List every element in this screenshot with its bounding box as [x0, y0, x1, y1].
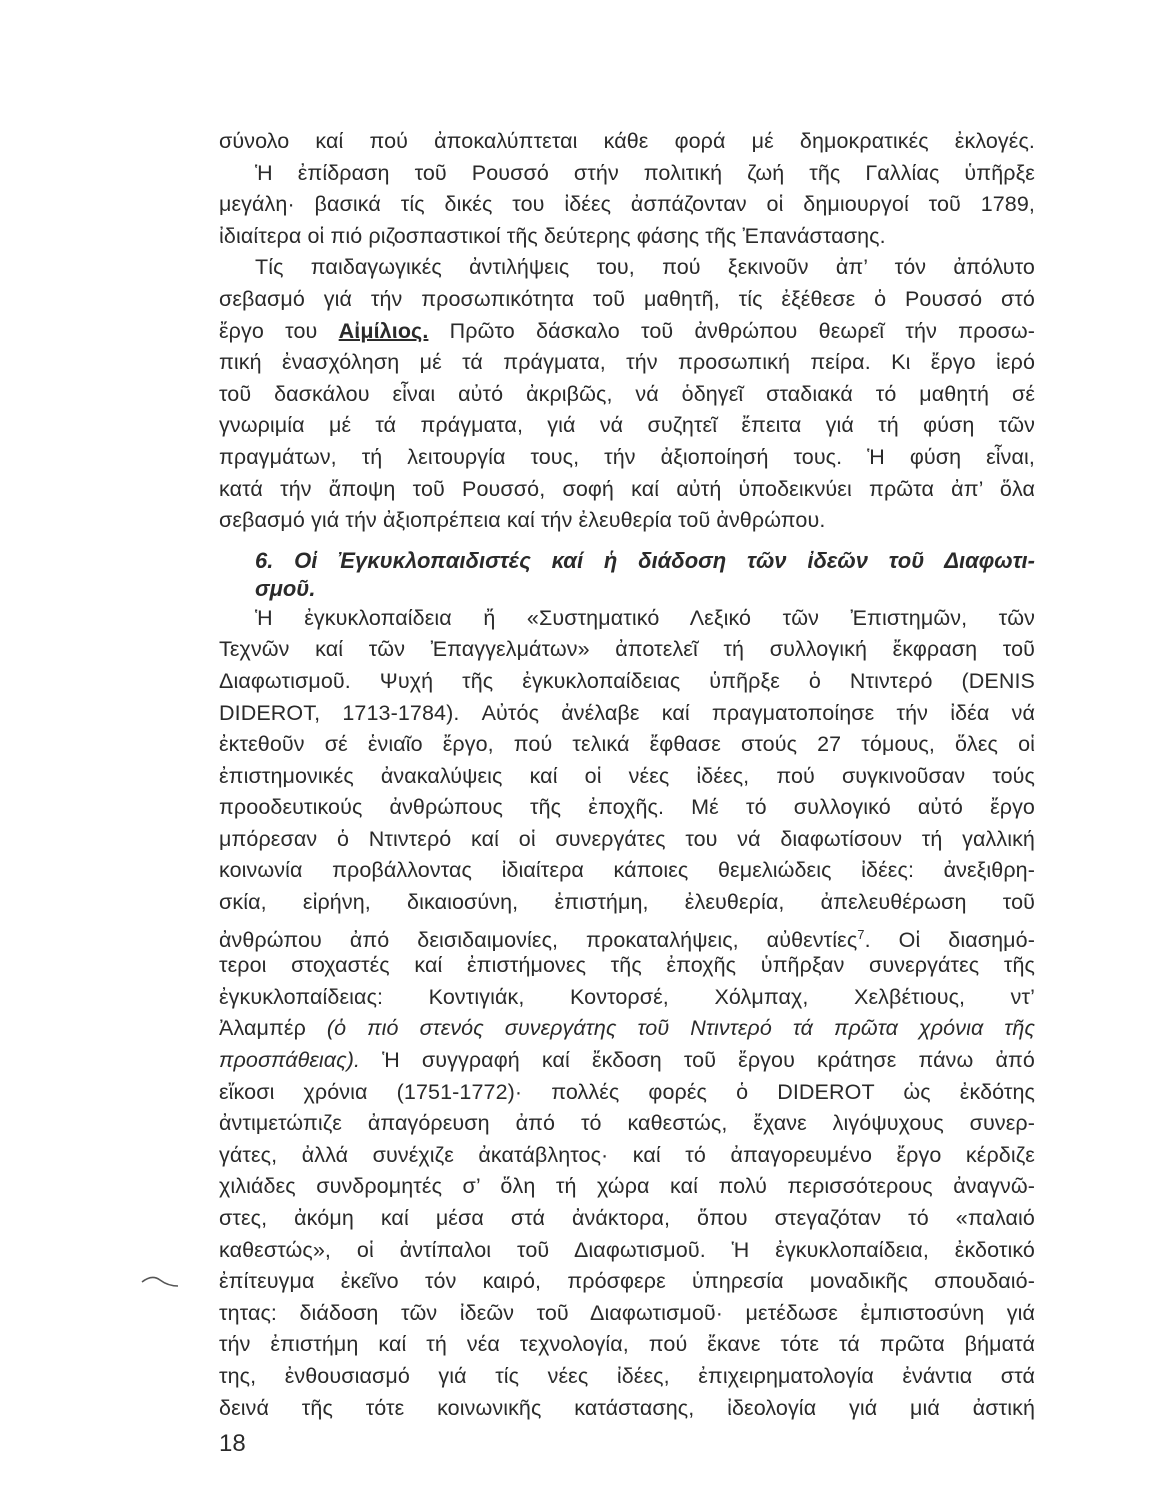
text-line: DIDEROT, 1713-1784). Αὐτός ἀνέλαβε καί πραγματοποίησε τήν ἰδέα νά [219, 700, 1035, 725]
text-span: ἔργο του [219, 318, 318, 343]
text-line: μπόρεσαν ὁ Ντιντερό καί οἱ συνεργάτες του νά διαφωτίσουν τή γαλλική [219, 826, 1035, 851]
italic-span: προσπάθειας). [219, 1048, 361, 1073]
section-heading-line: 6. Οἱ Ἐγκυκλοπαιδιστές καί ἡ διάδοση τῶν ἰδεῶν τοῦ Διαφωτι- [255, 547, 1035, 573]
text-line: ἀντιμετώπιζε ἀπαγόρευση ἀπό τό καθεστώς, ἔχανε λιγόψυχους συνερ- [219, 1111, 1035, 1136]
text-line: Διαφωτισμοῦ. Ψυχή τῆς ἐγκυκλοπαίδειας ὑπῆρξε ὁ Ντιντερό (DENIS [219, 668, 1035, 693]
text-line [219, 1013, 1035, 1045]
text-line: σύνολο καί πού ἀποκαλύπτεται κάθε φορά μέ δημοκρατικές ἐκλογές. [219, 129, 1035, 153]
text-line: τητας: διάδοση τῶν ἰδεῶν τοῦ Διαφωτισμοῦ· μετέδωσε ἐμπιστοσύνη γιά [219, 1300, 1035, 1325]
text-span: . Οἱ διασημό- [864, 927, 1035, 952]
text-line: ἐγκυκλοπαίδειας: Κοντιγιάκ, Κοντορσέ, Χόλμπαχ, Χελβέτιους, ντ’ [219, 984, 1035, 1009]
text-line: πική ἐνασχόληση μέ τά πράγματα, τήν προσωπική πείρα. Κι ἔργο ἱερό [219, 350, 1035, 375]
text-span: ἀνθρώπου ἀπό δεισιδαιμονίες, προκαταλήψεις, αὐθεντίες [219, 927, 858, 952]
pencil-mark-icon [140, 1272, 180, 1292]
footnote-marker: 7 [857, 926, 865, 942]
text-line: Τίς παιδαγωγικές ἀντιλήψεις του, πού ξεκινοῦν ἀπ’ τόν ἀπόλυτο [255, 255, 1035, 280]
italic-span: (ὁ πιό στενός συνεργάτης τοῦ Ντιντερό τά πρῶτα χρόνια τῆς [326, 1016, 1036, 1041]
text-line: ἐκτεθοῦν σέ ἑνιαῖο ἔργο, πού τελικά ἔφθασε στούς 27 τόμους, ὅλες οἱ [219, 732, 1035, 757]
body-text [219, 126, 1035, 1424]
section-heading-line: σμοῦ. [255, 575, 316, 601]
text-line: μεγάλη· βασικά τίς δικές του ἰδέες ἀσπάζονταν οἱ δημιουργοί τοῦ 1789, [219, 192, 1035, 217]
text-span: Ἡ συγγραφή καί ἔκδοση τοῦ ἔργου κράτησε πάνω ἀπό [382, 1048, 1035, 1073]
text-line: ἰδιαίτερα οἱ πιό ριζοσπαστικοί τῆς δεύτερης φάσης τῆς Ἐπανάστασης. [219, 223, 886, 248]
text-line: εἴκοσι χρόνια (1751-1772)· πολλές φορές ὁ DIDEROT ὡς ἐκδότης [219, 1079, 1035, 1104]
text-line: γάτες, ἀλλά συνέχιζε ἀκατάβλητος· καί τό ἀπαγορευμένο ἔργο κέρδιζε [219, 1142, 1035, 1167]
text-line [219, 316, 1035, 348]
text-line: προοδευτικούς ἀνθρώπους τῆς ἐποχῆς. Μέ τό συλλογικό αὐτό ἔργο [219, 795, 1035, 820]
text-line: τεροι στοχαστές καί ἐπιστήμονες τῆς ἐποχῆς ὑπῆρξαν συνεργάτες τῆς [219, 953, 1035, 978]
book-title: Αἰμίλιος. [338, 318, 429, 343]
text-line: γνωριμία μέ τά πράγματα, γιά νά συζητεῖ ἔπειτα γιά τή φύση τῶν [219, 413, 1035, 438]
text-line: δεινά τῆς τότε κοινωνικῆς κατάστασης, ἰδεολογία γιά μιά ἀστική [219, 1395, 1035, 1420]
text-span: Ἀλαμπέρ [219, 1016, 306, 1041]
text-line [219, 1045, 1035, 1077]
page-number: 18 [219, 1430, 246, 1457]
text-line: σεβασμό γιά τήν προσωπικότητα τοῦ μαθητῆ, τίς ἐξέθεσε ὁ Ρουσσό στό [219, 286, 1035, 311]
text-line: πραγμάτων, τή λειτουργία τους, τήν ἀξιοποίησή τους. Ἡ φύση εἶναι, [219, 444, 1035, 469]
text-line: ἐπίτευγμα ἐκεῖνο τόν καιρό, πρόσφερε ὑπηρεσία μοναδικῆς σπουδαιό- [219, 1269, 1035, 1294]
text-line: Ἡ ἐγκυκλοπαίδεια ἤ «Συστηματικό Λεξικό τῶν Ἐπιστημῶν, τῶν [255, 605, 1035, 630]
text-line: σεβασμό γιά τήν ἀξιοπρέπεια καί τήν ἐλευθερία τοῦ ἀνθρώπου. [219, 508, 826, 533]
paragraph-2 [219, 252, 1035, 536]
text-line: σκία, εἰρήνη, δικαιοσύνη, ἐπιστήμη, ἐλευθερία, ἀπελευθέρωση τοῦ [219, 890, 1035, 915]
section-heading [219, 547, 1035, 603]
text-span: Πρῶτο δάσκαλο τοῦ ἀνθρώπου θεωρεῖ τήν προσω- [449, 318, 1036, 343]
text-line: κοινωνία προβάλλοντας ἰδιαίτερα κάποιες θεμελιώδεις ἰδέες: ἀνεξιθρη- [219, 858, 1035, 883]
text-line: της, ἐνθουσιασμό γιά τίς νέες ἰδέες, ἐπιχειρηματολογία ἐνάντια στά [219, 1363, 1035, 1388]
text-line: χιλιάδες συνδρομητές σ’ ὅλη τή χώρα καί πολύ περισσότερους ἀναγνῶ- [219, 1174, 1035, 1199]
text-line: ἐπιστημονικές ἀνακαλύψεις καί οἱ νέες ἰδέες, πού συγκινοῦσαν τούς [219, 763, 1035, 788]
text-line: στες, ἀκόμη καί μέσα στά ἀνάκτορα, ὅπου στεγαζόταν τό «παλαιό [219, 1206, 1035, 1230]
text-line: τοῦ δασκάλου εἶναι αὐτό ἀκριβῶς, νά ὁδηγεῖ σταδιακά τό μαθητή σέ [219, 381, 1035, 406]
text-line: Ἡ ἐπίδραση τοῦ Ρουσσό στήν πολιτική ζωή τῆς Γαλλίας ὑπῆρξε [255, 160, 1035, 185]
text-line: καθεστώς», οἱ ἀντίπαλοι τοῦ Διαφωτισμοῦ. Ἡ ἐγκυκλοπαίδεια, ἐκδοτικό [219, 1237, 1035, 1262]
text-line: τήν ἐπιστήμη καί τή νέα τεχνολογία, πού ἔκανε τότε τά πρῶτα βήματά [219, 1332, 1035, 1357]
paragraph-1 [219, 126, 1035, 252]
text-line [219, 919, 1035, 951]
text-line: κατά τήν ἄποψη τοῦ Ρουσσό, σοφή καί αὐτή ὑποδεικνύει πρῶτα ἀπ’ ὅλα [219, 476, 1035, 501]
paragraph-3 [219, 603, 1035, 1424]
text-line: Τεχνῶν καί τῶν Ἐπαγγελμάτων» ἀποτελεῖ τή συλλογική ἔκφραση τοῦ [219, 637, 1035, 662]
